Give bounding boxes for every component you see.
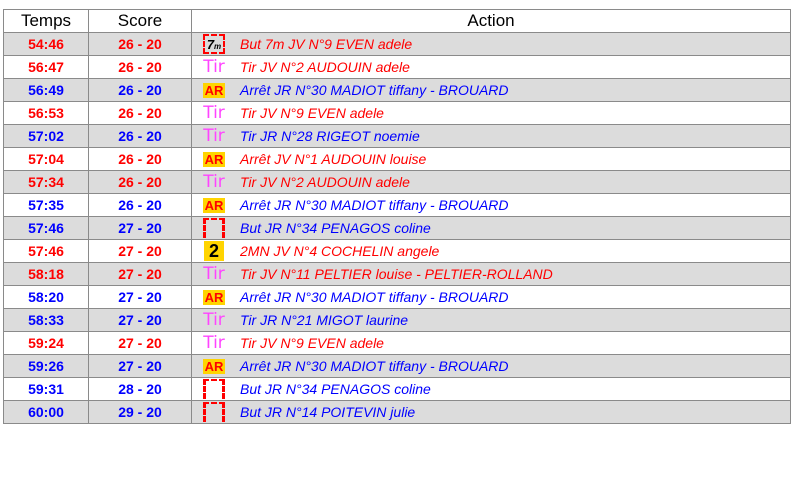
shot-icon xyxy=(198,102,230,124)
shot-icon-label: Tir xyxy=(203,171,225,192)
event-score: 26 - 20 xyxy=(89,148,192,171)
table-row xyxy=(4,33,791,56)
event-score: 27 - 20 xyxy=(89,286,192,309)
event-score: 26 - 20 xyxy=(89,56,192,79)
event-action xyxy=(192,102,791,125)
table-row xyxy=(4,378,791,401)
save-icon xyxy=(198,79,230,101)
shot-icon xyxy=(198,56,230,78)
table-row xyxy=(4,401,791,424)
table-body xyxy=(4,33,791,424)
table-row xyxy=(4,79,791,102)
event-action xyxy=(192,286,791,309)
event-time: 57:34 xyxy=(4,171,89,194)
event-time: 58:20 xyxy=(4,286,89,309)
event-time: 59:24 xyxy=(4,332,89,355)
shot-icon xyxy=(198,309,230,331)
event-time: 59:26 xyxy=(4,355,89,378)
event-action xyxy=(192,125,791,148)
table-header-row xyxy=(4,10,791,33)
table-row xyxy=(4,148,791,171)
event-score: 26 - 20 xyxy=(89,33,192,56)
event-description: Tir JR N°28 RIGEOT noemie xyxy=(240,128,420,144)
event-time: 60:00 xyxy=(4,401,89,424)
save-icon-label: AR xyxy=(204,358,224,374)
event-action xyxy=(192,401,791,424)
event-time: 57:46 xyxy=(4,217,89,240)
shot-icon-label: Tir xyxy=(203,332,225,353)
table-row xyxy=(4,355,791,378)
table-row xyxy=(4,309,791,332)
event-description: Tir JV N°9 EVEN adele xyxy=(240,335,384,351)
event-action xyxy=(192,355,791,378)
event-score: 26 - 20 xyxy=(89,102,192,125)
goal-icon xyxy=(198,401,230,423)
event-description: Tir JV N°2 AUDOUIN adele xyxy=(240,174,410,190)
event-description: But JR N°34 PENAGOS coline xyxy=(240,220,431,236)
table-row xyxy=(4,125,791,148)
event-score: 27 - 20 xyxy=(89,217,192,240)
event-score: 27 - 20 xyxy=(89,263,192,286)
table-row xyxy=(4,194,791,217)
table-row xyxy=(4,56,791,79)
two-minute-suspension-icon xyxy=(198,240,230,262)
event-description: Arrêt JR N°30 MADIOT tiffany - BROUARD xyxy=(240,358,509,374)
save-icon xyxy=(198,148,230,170)
event-time: 57:35 xyxy=(4,194,89,217)
event-action xyxy=(192,309,791,332)
event-action xyxy=(192,171,791,194)
header-action: Action xyxy=(192,10,791,33)
save-icon-label: AR xyxy=(204,289,224,305)
shot-icon-label: Tir xyxy=(203,56,225,77)
event-time: 57:46 xyxy=(4,240,89,263)
event-time: 59:31 xyxy=(4,378,89,401)
table-row xyxy=(4,263,791,286)
event-score: 27 - 20 xyxy=(89,240,192,263)
event-score: 26 - 20 xyxy=(89,79,192,102)
event-time: 54:46 xyxy=(4,33,89,56)
event-description: Arrêt JR N°30 MADIOT tiffany - BROUARD xyxy=(240,197,509,213)
event-time: 56:49 xyxy=(4,79,89,102)
goal-icon xyxy=(198,378,230,400)
event-action xyxy=(192,148,791,171)
event-description: But JR N°34 PENAGOS coline xyxy=(240,381,431,397)
event-description: Tir JR N°21 MIGOT laurine xyxy=(240,312,409,328)
event-description: But JR N°14 POITEVIN julie xyxy=(240,404,416,420)
table-row xyxy=(4,332,791,355)
event-time: 58:33 xyxy=(4,309,89,332)
event-action xyxy=(192,79,791,102)
seven-meter-label: 7 m xyxy=(203,34,225,54)
table-row xyxy=(4,102,791,125)
save-icon-label: AR xyxy=(204,197,224,213)
table-row xyxy=(4,286,791,309)
match-event-table xyxy=(3,9,791,424)
event-score: 29 - 20 xyxy=(89,401,192,424)
event-score: 26 - 20 xyxy=(89,125,192,148)
event-description: 2MN JV N°4 COCHELIN angele xyxy=(240,243,440,259)
event-action xyxy=(192,194,791,217)
shot-icon-label: Tir xyxy=(203,125,225,146)
table-row xyxy=(4,171,791,194)
save-icon-label: AR xyxy=(204,151,224,167)
event-description: Tir JV N°9 EVEN adele xyxy=(240,105,384,121)
event-score: 28 - 20 xyxy=(89,378,192,401)
event-time: 57:02 xyxy=(4,125,89,148)
event-time: 56:53 xyxy=(4,102,89,125)
table-row xyxy=(4,217,791,240)
event-score: 27 - 20 xyxy=(89,355,192,378)
event-score: 27 - 20 xyxy=(89,309,192,332)
event-description: Tir JV N°11 PELTIER louise - PELTIER-ROLLAND xyxy=(240,266,553,282)
header-score: Score xyxy=(89,10,192,33)
event-time: 58:18 xyxy=(4,263,89,286)
event-action xyxy=(192,378,791,401)
shot-icon xyxy=(198,125,230,147)
header-time: Temps xyxy=(4,10,89,33)
shot-icon xyxy=(198,263,230,285)
goal-icon xyxy=(198,217,230,239)
event-score: 26 - 20 xyxy=(89,171,192,194)
event-action xyxy=(192,56,791,79)
table-row xyxy=(4,240,791,263)
goal-frame-icon xyxy=(203,218,225,238)
two-minute-label: 2 xyxy=(204,241,224,261)
save-icon xyxy=(198,286,230,308)
event-description: Arrêt JR N°30 MADIOT tiffany - BROUARD xyxy=(240,82,509,98)
shot-icon xyxy=(198,332,230,354)
event-description: But 7m JV N°9 EVEN adele xyxy=(240,36,413,52)
event-action xyxy=(192,332,791,355)
event-action xyxy=(192,33,791,56)
event-time: 56:47 xyxy=(4,56,89,79)
event-description: Arrêt JV N°1 AUDOUIN louise xyxy=(240,151,427,167)
shot-icon xyxy=(198,171,230,193)
event-time: 57:04 xyxy=(4,148,89,171)
event-score: 26 - 20 xyxy=(89,194,192,217)
event-action xyxy=(192,263,791,286)
save-icon-label: AR xyxy=(204,82,224,98)
event-action xyxy=(192,217,791,240)
save-icon xyxy=(198,355,230,377)
save-icon xyxy=(198,194,230,216)
goal-frame-icon xyxy=(203,379,225,399)
event-description: Arrêt JR N°30 MADIOT tiffany - BROUARD xyxy=(240,289,509,305)
event-score: 27 - 20 xyxy=(89,332,192,355)
shot-icon-label: Tir xyxy=(203,102,225,123)
shot-icon-label: Tir xyxy=(203,309,225,330)
event-description: Tir JV N°2 AUDOUIN adele xyxy=(240,59,410,75)
event-action xyxy=(192,240,791,263)
goal-frame-icon xyxy=(203,402,225,422)
seven-meter-goal-icon xyxy=(198,33,230,55)
shot-icon-label: Tir xyxy=(203,263,225,284)
